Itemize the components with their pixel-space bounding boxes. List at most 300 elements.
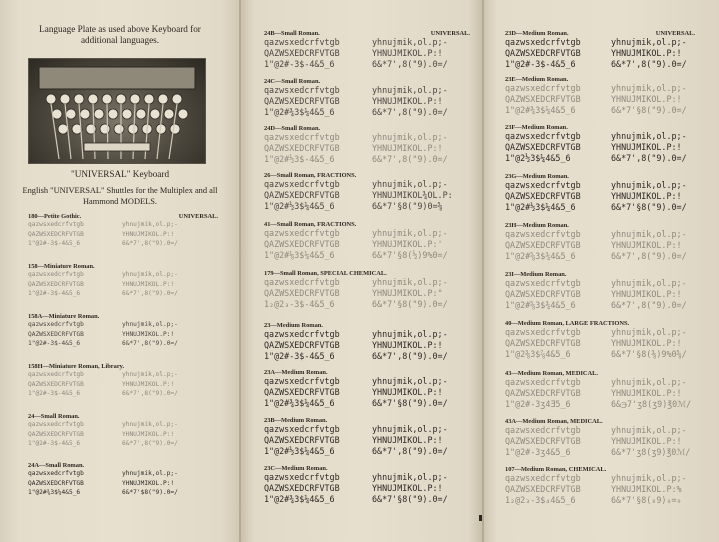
sample-line bbox=[264, 483, 470, 494]
sample-line bbox=[264, 239, 470, 250]
sample-line bbox=[264, 446, 470, 457]
typeface-sample-158 bbox=[28, 263, 218, 299]
sample-line bbox=[505, 191, 701, 202]
sample-left-text: QAZWSXEDCRFVTGB bbox=[28, 280, 84, 288]
sample-title: 23H—Medium Roman. bbox=[505, 222, 569, 229]
sample-left-text: QAZWSXEDCRFVTGB bbox=[505, 435, 581, 446]
sample-left-text: QAZWSXEDCRFVTGB bbox=[28, 430, 84, 438]
sample-title: 179—Small Roman, SPECIAL CHEMICAL. bbox=[264, 270, 387, 277]
sample-line bbox=[264, 288, 470, 299]
sample-right-text: yhnujmik,ol.p;- bbox=[372, 37, 448, 47]
shuttles-intro: English "UNIVERSAL" Shuttles for the Multiplex and all Hammond MODELS. bbox=[22, 186, 218, 206]
typeface-sample-24 bbox=[28, 413, 218, 449]
sample-right-text: YHNUJMIKOL.P:' bbox=[372, 238, 443, 249]
sample-line bbox=[28, 289, 218, 299]
sample-right-text: yhnujmik,ol.p;- bbox=[372, 277, 448, 287]
typeface-sample-26 bbox=[264, 172, 470, 211]
sample-heading bbox=[505, 271, 695, 278]
sample-left-text: qazwsxedcrfvtgb bbox=[505, 327, 581, 337]
fold-right bbox=[482, 0, 484, 542]
sample-left-text: QAZWSXEDCRFVTGB bbox=[505, 141, 581, 152]
page-mark bbox=[479, 515, 482, 521]
sample-left-text: QAZWSXEDCRFVTGB bbox=[264, 47, 340, 58]
left-page bbox=[0, 0, 240, 542]
sample-heading bbox=[28, 462, 218, 469]
sample-heading bbox=[505, 320, 695, 327]
typeface-sample-23F bbox=[505, 124, 701, 163]
sample-left-text: QAZWSXEDCRFVTGB bbox=[264, 95, 340, 106]
sample-line bbox=[28, 488, 218, 498]
typeface-sample-158H bbox=[28, 363, 218, 399]
sample-left-text: 1"@2½3$¼4&5_6 bbox=[505, 152, 571, 163]
typeface-sample-107 bbox=[505, 466, 701, 505]
sample-left-text: QAZWSXEDCRFVTGB bbox=[264, 287, 340, 298]
sample-right-text: 6&*7',8("9).0=/ bbox=[372, 153, 448, 164]
sample-line bbox=[264, 387, 470, 398]
sample-title: 26—Small Roman, FRACTIONS. bbox=[264, 172, 357, 179]
sample-right-text: YHNUJMIKOL.P:! bbox=[611, 93, 682, 104]
sample-title: 24D—Small Roman. bbox=[264, 125, 321, 132]
sample-heading bbox=[28, 263, 218, 270]
sample-right-text: YHNUJMIKOL.P:! bbox=[122, 380, 175, 388]
sample-left-text: QAZWSXEDCRFVTGB bbox=[505, 483, 581, 494]
sample-line bbox=[264, 201, 470, 212]
sample-line bbox=[28, 439, 218, 449]
sample-right-text: YHNUJMIKOL.P:! bbox=[372, 386, 443, 397]
sample-line bbox=[505, 388, 701, 399]
sample-right-text: yhnujmik,ol.p;- bbox=[611, 425, 687, 435]
sample-left-text: 1"@2#¾3$¼4&5_6 bbox=[505, 104, 576, 115]
typeface-sample-23C bbox=[264, 465, 470, 504]
sample-left-text: QAZWSXEDCRFVTGB bbox=[505, 337, 581, 348]
sample-title: 23C—Medium Roman. bbox=[264, 465, 328, 472]
sample-right-text: YHNUJMIKOL.P:! bbox=[122, 430, 175, 438]
sample-title: 41—Small Roman, FRACTIONS. bbox=[264, 221, 357, 228]
sample-left-text: qazwsxedcrfvtgb bbox=[264, 424, 340, 434]
sample-title: 23—Medium Roman. bbox=[264, 322, 323, 329]
sample-title: 23E—Medium Roman. bbox=[505, 76, 569, 83]
sample-right-text: YHNUJMIKOL.P:! bbox=[611, 435, 682, 446]
sample-line bbox=[264, 494, 470, 505]
sample-right-text: YHNUJMIKOL.P:! bbox=[611, 288, 682, 299]
typeface-sample-23B bbox=[264, 417, 470, 456]
sample-left-text: QAZWSXEDCRFVTGB bbox=[28, 479, 84, 487]
sample-title: 107—Medium Roman, CHEMICAL. bbox=[505, 466, 607, 473]
sample-right-text: YHNUJMIKOL.P:! bbox=[611, 387, 682, 398]
sample-left-text: qazwsxedcrfvtgb bbox=[505, 425, 581, 435]
typeface-sample-43 bbox=[505, 370, 701, 409]
sample-right-text: yhnujmik,ol.p;- bbox=[611, 131, 687, 141]
sample-right-text: 6&*7'§8("9).0=/ bbox=[372, 397, 448, 408]
sample-left-text: 1"@2#½3$¼4&5_6 bbox=[264, 200, 335, 211]
sample-right-text: yhnujmik,ol.p;- bbox=[372, 329, 448, 339]
sample-right-text: YHNUJMIKOL.P:! bbox=[122, 330, 175, 338]
typeface-sample-180 bbox=[28, 213, 218, 249]
sample-left-text: qazwsxedcrfvtgb bbox=[28, 271, 84, 278]
sample-line bbox=[505, 94, 701, 105]
sample-line bbox=[264, 472, 470, 483]
sample-left-text: 1"@2#-3$-4&5_6 bbox=[28, 340, 81, 348]
sample-right-text: yhnujmik,ol.p;- bbox=[372, 228, 448, 238]
sample-line bbox=[505, 83, 701, 94]
keyboard-photo bbox=[28, 58, 206, 164]
sample-left-text: qazwsxedcrfvtgb bbox=[264, 277, 340, 287]
sample-left-text: qazwsxedcrfvtgb bbox=[264, 179, 340, 189]
sample-line bbox=[505, 338, 701, 349]
sample-right-text: 6&*7',8("9).0=/ bbox=[122, 290, 178, 298]
sample-title: 43—Medium Roman, MEDICAL. bbox=[505, 370, 599, 377]
sample-line bbox=[505, 399, 701, 410]
sample-left-text: QAZWSXEDCRFVTGB bbox=[264, 339, 340, 350]
sample-right-text: YHNUJMIKOL.P:! bbox=[122, 230, 175, 238]
sample-tag: UNIVERSAL. bbox=[655, 30, 695, 37]
sample-heading bbox=[264, 465, 470, 472]
typeface-sample-23I bbox=[505, 271, 701, 310]
sample-right-text: 6&*7'§8("9).0=/ bbox=[372, 298, 448, 309]
sample-title: 40—Medium Roman, LARGE FRACTIONS. bbox=[505, 320, 630, 327]
sample-right-text: yhnujmik,ol.p;- bbox=[611, 180, 687, 190]
sample-line bbox=[28, 220, 218, 230]
sample-left-text: QAZWSXEDCRFVTGB bbox=[264, 142, 340, 153]
sample-title: 158H—Miniature Roman, Library. bbox=[28, 363, 125, 370]
sample-line bbox=[28, 469, 218, 479]
sample-left-text: QAZWSXEDCRFVTGB bbox=[264, 482, 340, 493]
sample-line bbox=[28, 280, 218, 290]
typeface-sample-24B bbox=[264, 30, 470, 69]
sample-right-text: yhnujmik,ol.p;- bbox=[372, 424, 448, 434]
sample-line bbox=[264, 59, 470, 70]
sample-right-text: yhnujmik,ol.p;- bbox=[122, 371, 178, 378]
sample-line bbox=[505, 484, 701, 495]
sample-left-text: 1"@2#-3ʒ4Ǝ5_6 bbox=[505, 398, 571, 409]
sample-left-text: QAZWSXEDCRFVTGB bbox=[264, 434, 340, 445]
sample-left-text: 1"@2#½3$¼4&5_6 bbox=[264, 445, 335, 456]
sample-line bbox=[28, 479, 218, 489]
sample-right-text: yhnujmik,ol.p;- bbox=[611, 327, 687, 337]
sample-line bbox=[264, 398, 470, 409]
sample-title: 43A—Medium Roman, MEDICAL. bbox=[505, 418, 603, 425]
sample-line bbox=[28, 330, 218, 340]
sample-title: 23G—Medium Roman. bbox=[505, 173, 569, 180]
sample-right-text: YHNUJMIKOL.P:! bbox=[372, 142, 443, 153]
sample-right-text: 6&*7',8("9).0=/ bbox=[372, 58, 448, 69]
sample-left-text: QAZWSXEDCRFVTGB bbox=[505, 190, 581, 201]
sample-right-text: yhnujmik,ol.p;- bbox=[611, 473, 687, 483]
sample-title: 23F—Medium Roman. bbox=[505, 124, 568, 131]
sample-line bbox=[28, 239, 218, 249]
sample-left-text: QAZWSXEDCRFVTGB bbox=[264, 238, 340, 249]
sample-line bbox=[505, 105, 701, 116]
sample-right-text: 6&*7',8("9).0=/ bbox=[122, 390, 178, 398]
sample-left-text: 1₂@2₃-3$₄4&5_6 bbox=[505, 494, 576, 505]
sample-line bbox=[28, 370, 218, 380]
sample-title: 180—Petite Gothic. bbox=[28, 213, 82, 220]
sample-title: 24B—Small Roman. bbox=[264, 30, 320, 37]
sample-heading bbox=[505, 466, 695, 473]
sample-left-text: 1₂@2₃-3$-4&5_6 bbox=[264, 298, 335, 309]
sample-left-text: 1"@2#-3$-4&5_6 bbox=[505, 58, 576, 69]
sample-line bbox=[28, 230, 218, 240]
sample-right-text: 6&*7'§8("9)0=⅝ bbox=[372, 200, 443, 211]
sample-right-text: 6&*7'§8("9).0=/ bbox=[372, 493, 448, 504]
sample-title: 23B—Medium Roman. bbox=[264, 417, 328, 424]
sample-line bbox=[505, 300, 701, 311]
sample-right-text: yhnujmik,ol.p;- bbox=[611, 278, 687, 288]
sample-left-text: qazwsxedcrfvtgb bbox=[505, 37, 581, 47]
typeface-sample-23 bbox=[264, 322, 470, 361]
sample-line bbox=[264, 340, 470, 351]
sample-tag: UNIVERSAL. bbox=[430, 30, 470, 37]
sample-left-text: QAZWSXEDCRFVTGB bbox=[505, 387, 581, 398]
sample-line bbox=[264, 376, 470, 387]
sample-heading bbox=[264, 369, 470, 376]
sample-right-text: yhnujmik,ol.p;- bbox=[372, 472, 448, 482]
sample-line bbox=[28, 389, 218, 399]
sample-heading bbox=[264, 417, 470, 424]
sample-line bbox=[264, 351, 470, 362]
sample-left-text: 1"@2#¾3$¼4&5_6 bbox=[264, 106, 335, 117]
sample-left-text: qazwsxedcrfvtgb bbox=[505, 473, 581, 483]
plate-title: Language Plate as used above Keyboard for additional languages. bbox=[39, 24, 201, 45]
sample-left-text: 1"@2#-3ʒ4&5_6 bbox=[505, 446, 571, 457]
sample-left-text: QAZWSXEDCRFVTGB bbox=[28, 230, 84, 238]
sample-line bbox=[505, 349, 701, 360]
sample-right-text: yhnujmik,ol.p;- bbox=[611, 83, 687, 93]
sample-left-text: 1"@2#½3$-4&5_6 bbox=[264, 153, 335, 164]
middle-page bbox=[240, 0, 483, 542]
sample-heading bbox=[264, 125, 470, 132]
sample-heading bbox=[28, 313, 218, 320]
sample-right-text: 6&*7',8("9).0=/ bbox=[611, 58, 687, 69]
sample-line bbox=[264, 37, 470, 48]
sample-line bbox=[505, 377, 701, 388]
sample-line bbox=[505, 251, 701, 262]
sample-heading bbox=[505, 418, 695, 425]
sample-right-text: yhnujmik,ol.p;- bbox=[122, 321, 178, 328]
sample-left-text: 1"@2#⅝3$¾4&5_6 bbox=[505, 299, 576, 310]
sample-line bbox=[264, 85, 470, 96]
typeface-sample-43A bbox=[505, 418, 701, 457]
sample-right-text: YHNUJMIKOL.P:! bbox=[122, 479, 175, 487]
sample-right-text: yhnujmik,ol.p;- bbox=[611, 377, 687, 387]
sample-left-text: QAZWSXEDCRFVTGB bbox=[264, 386, 340, 397]
sample-line bbox=[28, 339, 218, 349]
sample-left-text: QAZWSXEDCRFVTGB bbox=[505, 239, 581, 250]
sample-left-text: 1"@2#-3$-4&5_6 bbox=[28, 440, 81, 448]
sample-heading bbox=[28, 363, 218, 370]
sample-right-text: YHNUJMIKOL.P:° bbox=[372, 287, 443, 298]
sample-left-text: 1"@2#-3$-4&5_6 bbox=[264, 350, 335, 361]
sample-line bbox=[505, 229, 701, 240]
sample-right-text: yhnujmik,ol.p;- bbox=[611, 229, 687, 239]
typeface-sample-24A bbox=[28, 462, 218, 498]
sample-right-text: 6&*7',8("9).0=/ bbox=[372, 106, 448, 117]
sample-left-text: qazwsxedcrfvtgb bbox=[505, 278, 581, 288]
sample-heading bbox=[505, 76, 695, 83]
sample-left-text: qazwsxedcrfvtgb bbox=[264, 85, 340, 95]
sample-left-text: qazwsxedcrfvtgb bbox=[264, 329, 340, 339]
sample-heading bbox=[264, 221, 470, 228]
sample-right-text: yhnujmik,ol.p;- bbox=[122, 271, 178, 278]
typewriter-keyboard-image bbox=[29, 59, 205, 163]
sample-heading bbox=[264, 78, 470, 85]
sample-left-text: qazwsxedcrfvtgb bbox=[505, 131, 581, 141]
typeface-sample-23D bbox=[505, 30, 701, 69]
sample-right-text: yhnujmik,ol.p;- bbox=[611, 37, 687, 47]
sample-right-text: 6&*7',8("9).0=/ bbox=[122, 240, 178, 248]
sample-line bbox=[505, 289, 701, 300]
sample-title: 24A—Small Roman. bbox=[28, 462, 85, 469]
sample-heading bbox=[505, 30, 695, 37]
sample-right-text: yhnujmik,ol.p;- bbox=[122, 421, 178, 428]
sample-right-text: 6&*7',8("9).0=/ bbox=[122, 340, 178, 348]
sample-right-text: YHNUJMIKOL.P:! bbox=[611, 239, 682, 250]
sample-right-text: 6&*7',8("9).0=/ bbox=[611, 299, 687, 310]
sample-line bbox=[505, 436, 701, 447]
sample-right-text: YHNUJMIKOL.P:! bbox=[372, 434, 443, 445]
typeface-sample-23E bbox=[505, 76, 701, 115]
typeface-sample-179 bbox=[264, 270, 470, 309]
typeface-sample-40 bbox=[505, 320, 701, 359]
typeface-sample-24D bbox=[264, 125, 470, 164]
sample-left-text: qazwsxedcrfvtgb bbox=[28, 221, 84, 228]
typeface-sample-23A bbox=[264, 369, 470, 408]
sample-heading bbox=[28, 213, 218, 220]
sample-line bbox=[264, 132, 470, 143]
keyboard-caption: "UNIVERSAL" Keyboard bbox=[70, 169, 170, 179]
sample-line bbox=[505, 495, 701, 506]
sample-right-text: YHNUJMIKOL.P:! bbox=[611, 190, 682, 201]
sample-left-text: qazwsxedcrfvtgb bbox=[505, 180, 581, 190]
sample-right-text: 6&*7'§8(₈9)₀=₉ bbox=[611, 494, 682, 505]
sample-title: 23I—Medium Roman. bbox=[505, 271, 567, 278]
sample-left-text: 1"@2⅜3$⅞4&5_6 bbox=[505, 348, 571, 359]
sample-line bbox=[264, 179, 470, 190]
sample-line bbox=[28, 430, 218, 440]
sample-right-text: 6&*7'§8(⅜)9%0⅝/ bbox=[611, 348, 687, 359]
sample-left-text: 1"@2#¾3$¼4&5_6 bbox=[264, 493, 335, 504]
sample-line bbox=[505, 240, 701, 251]
sample-right-text: 6&*7'§8("9).0=/ bbox=[611, 201, 687, 212]
sample-right-text: YHNUJMIKOL.P:! bbox=[372, 95, 443, 106]
sample-line bbox=[505, 425, 701, 436]
sample-heading bbox=[505, 124, 695, 131]
sample-line bbox=[505, 48, 701, 59]
sample-right-text: YHNUJMIKOL.P:% bbox=[611, 483, 682, 494]
right-page bbox=[483, 0, 719, 542]
sample-line bbox=[505, 131, 701, 142]
sample-right-text: yhnujmik,ol.p;- bbox=[372, 376, 448, 386]
sample-left-text: QAZWSXEDCRFVTGB bbox=[28, 380, 84, 388]
sample-line bbox=[264, 48, 470, 59]
sample-right-text: yhnujmik,ol.p;- bbox=[122, 470, 178, 477]
sample-left-text: 1"@2#½3$¼4&5_6 bbox=[505, 201, 576, 212]
sample-heading bbox=[264, 172, 470, 179]
sample-right-text: 6&*7'$8("9).0=/ bbox=[122, 489, 178, 497]
typeface-sample-23H bbox=[505, 222, 701, 261]
sample-left-text: qazwsxedcrfvtgb bbox=[505, 229, 581, 239]
sample-line bbox=[505, 447, 701, 458]
sample-line bbox=[264, 435, 470, 446]
typeface-sample-41 bbox=[264, 221, 470, 260]
sample-left-text: qazwsxedcrfvtgb bbox=[264, 472, 340, 482]
sample-heading bbox=[505, 370, 695, 377]
sample-line bbox=[505, 59, 701, 70]
sample-line bbox=[505, 180, 701, 191]
sample-heading bbox=[505, 222, 695, 229]
sample-line bbox=[28, 380, 218, 390]
sample-left-text: QAZWSXEDCRFVTGB bbox=[28, 330, 84, 338]
sample-right-text: YHNUJMIKOL.P:! bbox=[372, 482, 443, 493]
sample-right-text: 6&℈7'ʒ8(ʒ9)℥0ℳ/ bbox=[611, 398, 692, 409]
sample-line bbox=[505, 202, 701, 213]
sample-right-text: 6&*7'§8(½)9%0=/ bbox=[372, 249, 448, 260]
sample-right-text: 6&*7',8("9).0=/ bbox=[372, 445, 448, 456]
sample-line bbox=[28, 270, 218, 280]
sample-right-text: 6&*7',8("9).0=/ bbox=[372, 350, 448, 361]
sample-left-text: 1"@2#-3$-4&5_6 bbox=[28, 390, 81, 398]
sample-right-text: 6&*7'§8("9).0=/ bbox=[611, 104, 687, 115]
sample-heading bbox=[264, 30, 470, 37]
sample-left-text: qazwsxedcrfvtgb bbox=[28, 321, 84, 328]
sample-heading bbox=[264, 270, 470, 277]
sample-left-text: 1"@2#⅝3$¾4&5_6 bbox=[505, 250, 576, 261]
sample-line bbox=[505, 142, 701, 153]
sample-line bbox=[264, 424, 470, 435]
sample-line bbox=[505, 37, 701, 48]
sample-left-text: qazwsxedcrfvtgb bbox=[505, 377, 581, 387]
sample-left-text: 1"@2#¾3$¼4&5_6 bbox=[28, 489, 81, 497]
sample-left-text: qazwsxedcrfvtgb bbox=[28, 421, 84, 428]
sample-right-text: YHNUJMIKOL.P:! bbox=[372, 47, 443, 58]
sample-tag: UNIVERSAL. bbox=[178, 213, 218, 220]
sample-left-text: qazwsxedcrfvtgb bbox=[505, 83, 581, 93]
sample-line bbox=[264, 228, 470, 239]
sample-title: 24—Small Roman. bbox=[28, 413, 80, 420]
sample-heading bbox=[505, 173, 695, 180]
sample-left-text: qazwsxedcrfvtgb bbox=[264, 228, 340, 238]
sample-title: 24C—Small Roman. bbox=[264, 78, 321, 85]
typeface-sample-158A bbox=[28, 313, 218, 349]
sample-title: 23A—Medium Roman. bbox=[264, 369, 328, 376]
sample-line bbox=[264, 329, 470, 340]
sample-left-text: QAZWSXEDCRFVTGB bbox=[505, 288, 581, 299]
sample-line bbox=[264, 143, 470, 154]
sample-title: 158A—Miniature Roman. bbox=[28, 313, 100, 320]
sample-left-text: qazwsxedcrfvtgb bbox=[264, 132, 340, 142]
fold-left bbox=[239, 0, 241, 542]
sample-right-text: YHNUJMIKOL.P:! bbox=[372, 339, 443, 350]
sample-right-text: yhnujmik,ol.p;- bbox=[372, 179, 448, 189]
typeface-sample-23G bbox=[505, 173, 701, 212]
sample-line bbox=[28, 420, 218, 430]
sample-left-text: 1"@2#-3$-4&5_6 bbox=[264, 58, 335, 69]
sample-line bbox=[264, 250, 470, 261]
sample-line bbox=[505, 473, 701, 484]
sample-right-text: YHNUJMIKOL¾OL.P: bbox=[372, 189, 453, 200]
sample-title: 158—Miniature Roman. bbox=[28, 263, 95, 270]
sample-left-text: QAZWSXEDCRFVTGB bbox=[505, 93, 581, 104]
sample-right-text: 6&*7',8("9).0=/ bbox=[122, 440, 178, 448]
sample-left-text: qazwsxedcrfvtgb bbox=[264, 37, 340, 47]
sample-left-text: qazwsxedcrfvtgb bbox=[264, 376, 340, 386]
sample-line bbox=[505, 278, 701, 289]
sample-line bbox=[28, 320, 218, 330]
sample-right-text: YHNUJMIKOL.P:! bbox=[122, 280, 175, 288]
typeface-sample-24C bbox=[264, 78, 470, 117]
sample-left-text: 1"@2#-3$-4&5_6 bbox=[28, 240, 81, 248]
sample-heading bbox=[264, 322, 470, 329]
